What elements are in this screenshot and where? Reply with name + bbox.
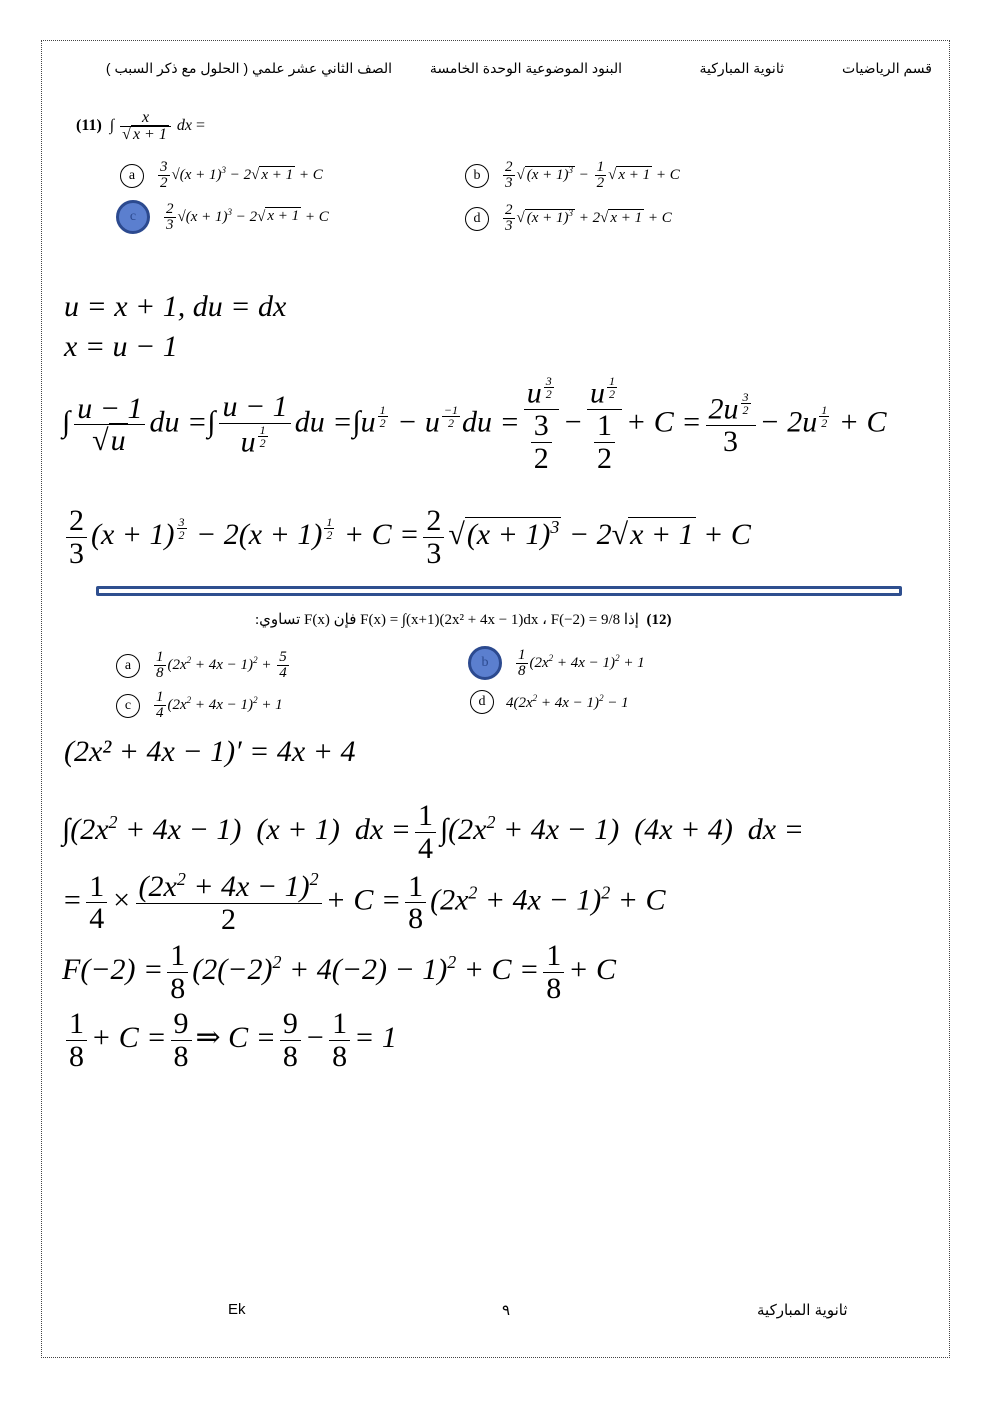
solution-11-line-1: u = x + 1, du = dx [64, 290, 287, 323]
option-12-d[interactable] [470, 690, 629, 714]
option-12-b-label: b [468, 646, 502, 680]
option-11-c-expr: $\frac{2}{3}$ $√(x + 1)^3 - 2√$ x + 1 + C [166, 200, 329, 233]
solution-12-line-3: = $\frac{1}{4}$ × $\frac{(2x^2 + 4x - 1)^2}{2}$ + C = $\frac{1}{8}$ $(2x^2 + 4x - 1)^2 + C$ [62, 869, 666, 936]
option-12-c-expr: $\frac{1}{4}$ $(2x^2 + 4x - 1)^2 + 1$ [156, 689, 283, 721]
option-11-a-label: a [120, 164, 144, 188]
solution-12-line-5: $\frac{1}{8}$ + C = $\frac{9}{8}$ ⇒ C = $\frac{9}{8}$ − $\frac{1}{8}$ = 1 [62, 1008, 397, 1072]
option-12-a-expr: $\frac{1}{8}$ $(2x^2 + 4x - 1)^2$ + $\frac{5}{4}$ [156, 649, 287, 681]
option-12-c-label: c [116, 694, 140, 718]
question-12-text: إذا F(x) = ∫(x+1)(2x² + 4x − 1)dx ، F(−2) = 9/8 فإن F(x) تساوي: [255, 612, 639, 628]
option-12-b[interactable] [468, 646, 645, 680]
option-11-d[interactable] [465, 203, 672, 234]
option-11-c[interactable] [116, 200, 329, 234]
footer-left: Ek [228, 1301, 246, 1318]
solution-11-line-2: x = u − 1 [64, 330, 178, 363]
option-11-d-label: d [465, 207, 489, 231]
question-11-number: (11) [76, 117, 102, 135]
option-11-b-label: b [465, 164, 489, 188]
header-dept: قسم الرياضيات [842, 60, 932, 76]
question-12-number: (12) [646, 612, 672, 628]
option-11-b-expr: $\frac{2}{3}$ √ $(x + 1)^3$ − $\frac{1}{2}$ √ x + 1 + C [505, 159, 680, 191]
option-12-b-expr: $\frac{1}{8}$ $(2x^2 + 4x - 1)^2 + 1$ [518, 646, 645, 679]
option-11-a[interactable] [120, 160, 323, 191]
solution-12-line-2: $\int(2x^2 + 4x - 1) (x + 1)$ dx = $\frac{1}{4}$ $\int(2x^2 + 4x - 1) (4x + 4)$ dx = [62, 799, 804, 865]
option-11-b[interactable] [465, 160, 680, 191]
option-12-a-label: a [116, 654, 140, 678]
option-12-a[interactable] [116, 650, 291, 681]
header-unit: البنود الموضوعية الوحدة الخامسة [429, 60, 622, 76]
header-grade: الصف الثاني عشر علمي ( الحلول مع ذكر السبب ) [105, 60, 392, 76]
question-12 [255, 610, 671, 629]
solution-12-line-1: (2x² + 4x − 1)′ = 4x + 4 [64, 735, 356, 768]
option-12-c[interactable] [116, 690, 283, 721]
footer-page-number: ٩ [502, 1302, 511, 1319]
question-11-integral: ∫ $\frac{x}{√ x + 1}$ dx = [105, 109, 205, 143]
solution-12-line-4: F(−2) = $\frac{1}{8}$ $(2(-2)^2 + 4(-2) - 1)^2 + C$ = $\frac{1}{8}$ + C [62, 939, 616, 1005]
section-separator [96, 586, 902, 596]
option-11-d-expr: $\frac{2}{3}$ √ $(x + 1)^3 + 2√$ x + 1 + C [505, 202, 672, 234]
option-12-d-expr: $4(2x^2 + 4x - 1)^2 - 1$ [506, 692, 629, 711]
header-school: ثانوية المباركية [699, 60, 784, 76]
question-11 [76, 110, 205, 143]
option-12-d-label: d [470, 690, 494, 714]
footer-school: ثانوية المباركية [757, 1302, 848, 1319]
solution-11-line-4: $\frac{2}{3}$ (x + 1) $^{\frac{3}{2}}$ − 2(x + 1) $^{\frac{1}{2}}$ + C = $\frac{2}{3}$ $√(x + 1)^3 - 2√x + 1 + C$ [62, 505, 751, 569]
option-11-c-label: c [116, 200, 150, 234]
solution-11-line-3: ∫ $\frac{u - 1}{√u}$ du =∫ u − 1 u $^{\frac{1}{2}}$ du =∫u $^{\frac{1}{2}}$ − u $^{\frac{-1}{2}}$ du = u $^{\frac{3}{2}}$ $\frac{3}{2}$ − u $^{\frac{1}{2}}$ $\frac{1}{2}$ + C = 2u $^{\frac{3}{2}}$ 3 − 2u $^{\frac{1}{2}}$ + C [62, 374, 887, 475]
option-11-a-expr: $\frac{3}{2}$ $√(x + 1)^3 - 2√$ x + 1 + C [160, 159, 323, 191]
